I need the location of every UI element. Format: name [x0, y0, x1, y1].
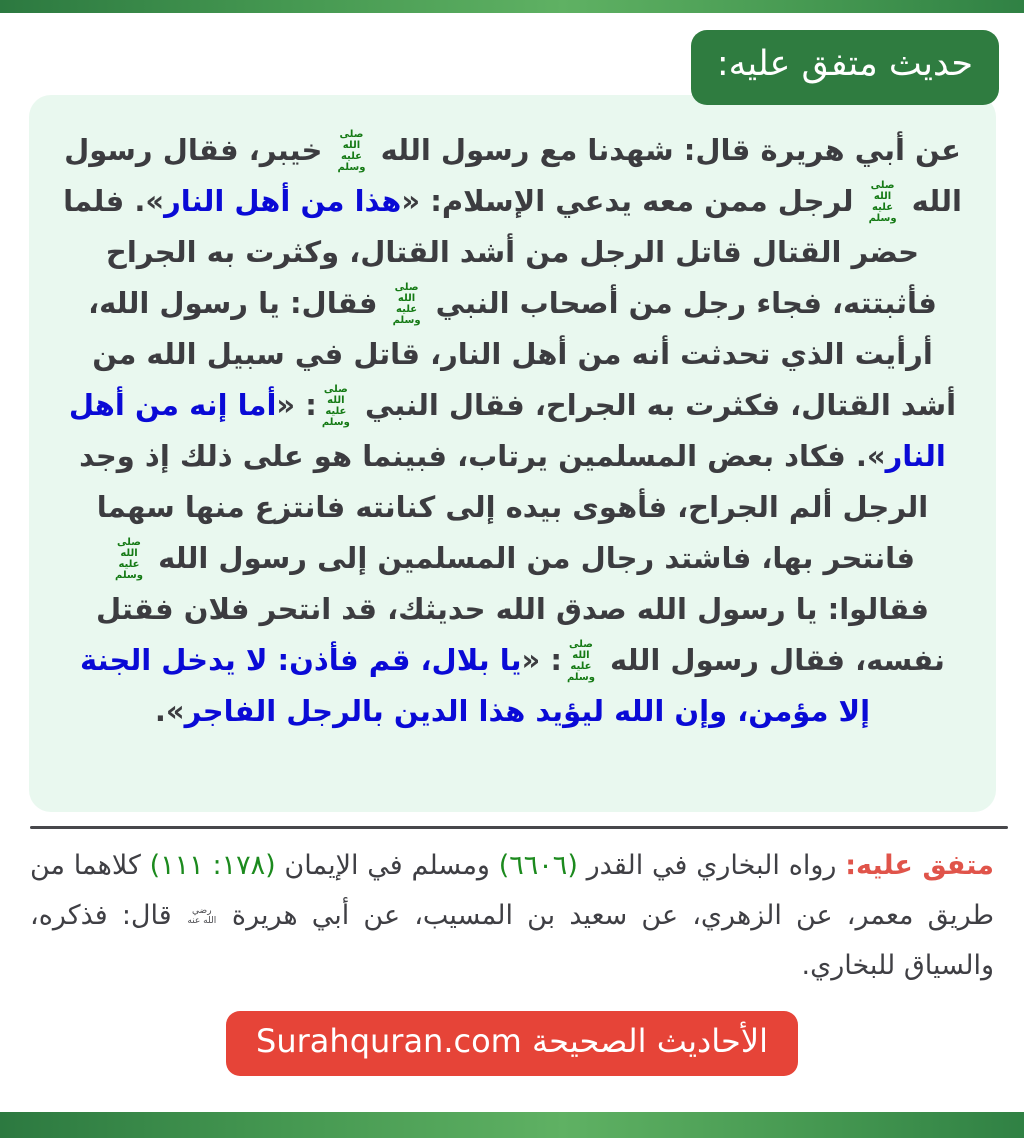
text-segment: ». — [154, 694, 185, 728]
hadith-quote-highlight: هذا من أهل النار — [164, 184, 402, 218]
hadith-quote-highlight: يا بلال، قم فأذن: لا يدخل الجنة إلا مؤمن، وإن الله ليؤيد هذا الدين بالرجل الفاجر — [80, 643, 871, 728]
salawat-symbol: صلى الله عليه وسلم — [868, 180, 897, 224]
text-segment: ». فلما حضر القتال قاتل الرجل من أشد القتال، وكثرت به الجراح فأثبتته، فجاء رجل من أصحاب النبي — [63, 184, 937, 320]
salawat-symbol: صلى الله عليه وسلم — [337, 129, 366, 173]
hadith-box — [29, 95, 996, 812]
text-segment: خيبر، فقال رسول الله — [64, 133, 962, 218]
bottom-green-bar — [0, 1112, 1024, 1138]
text-segment: ومسلم في الإيمان — [275, 850, 499, 881]
salawat-symbol: صلى الله عليه وسلم — [114, 537, 143, 581]
text-segment: فقالوا: يا رسول الله صدق الله حديثك، قد انتحر فلان فقتل نفسه، فقال رسول الله — [96, 592, 945, 677]
salawat-symbol: صلى الله عليه وسلم — [566, 639, 595, 683]
salawat-symbol: صلى الله عليه وسلم — [392, 282, 421, 326]
text-segment: : « — [521, 643, 562, 677]
text-segment: قال: فذكره، والسياق للبخاري. — [30, 900, 994, 981]
text-segment: : « — [276, 388, 317, 422]
website-badge[interactable]: الأحاديث الصحيحة Surahquran.com — [226, 1011, 798, 1076]
attribution-heading: متفق عليه: — [845, 850, 994, 881]
text-segment: فقال: يا رسول الله، أرأيت الذي تحدثت أنه من أهل النار، قاتل في سبيل الله من أشد القتال، فكثرت به الجراح، فقال النبي — [88, 286, 957, 422]
section-divider — [30, 826, 1008, 829]
attribution-text — [30, 841, 994, 991]
salawat-symbol: صلى الله عليه وسلم — [321, 384, 350, 428]
text-segment: كلاهما من طريق معمر، عن الزهري، عن سعيد بن المسيب، عن أبي هريرة — [30, 850, 994, 931]
text-segment: لرجل ممن معه يدعي الإسلام: « — [401, 184, 864, 218]
hadith-type-badge: حديث متفق عليه: — [691, 30, 999, 105]
hadith-text — [63, 125, 962, 737]
radi-allahu-anhu-symbol: رضي الله عنه — [187, 905, 217, 926]
text-segment: ». فكاد بعض المسلمين يرتاب، فبينما هو على ذلك إذ وجد الرجل ألم الجراح، فأهوى بيده إلى كنانته فانتزع منها سهما فانتحر بها، فاشتد رجال من المسلمين إلى رسول الله — [79, 439, 929, 575]
text-segment: عن أبي هريرة قال: شهدنا مع رسول الله — [370, 133, 961, 167]
citation-number: (٦٦٠٦) — [498, 850, 578, 881]
text-segment: رواه البخاري في القدر — [577, 850, 846, 881]
hadith-quote-highlight: أما إنه من أهل النار — [68, 388, 946, 473]
top-green-bar — [0, 0, 1024, 13]
citation-number: (١٧٨: ١١١) — [149, 850, 276, 881]
